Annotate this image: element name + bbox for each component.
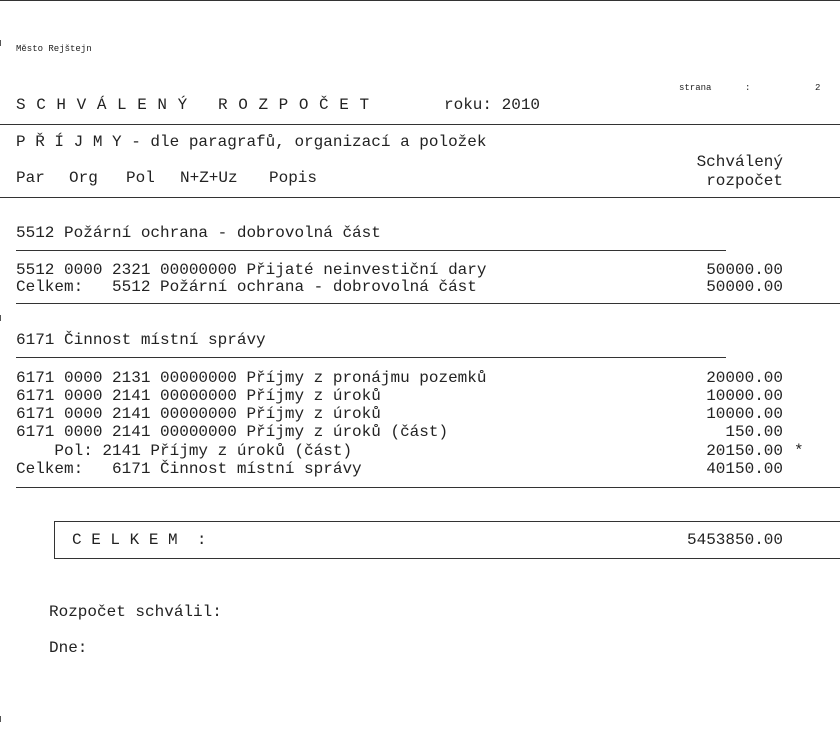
document-year: roku: 2010 bbox=[444, 96, 541, 114]
section-title: P Ř Í J M Y - dle paragrafů, organizací a položek bbox=[16, 133, 487, 151]
pol-summary-row: Pol: 2141 Příjmy z úroků (část) bbox=[16, 442, 353, 460]
group-underline-6171 bbox=[16, 357, 726, 358]
subtotal-amount: 40150.00 bbox=[706, 460, 783, 478]
row-amount: 150.00 bbox=[725, 423, 783, 441]
organization-name: Město Rejštejn bbox=[16, 44, 92, 54]
table-row: 6171 0000 2141 00000000 Příjmy z úroků bbox=[16, 387, 381, 405]
asterisk-mark: * bbox=[794, 442, 804, 460]
approved-by-label: Rozpočet schválil: bbox=[49, 603, 222, 621]
table-row: 6171 0000 2141 00000000 Příjmy z úroků (část) bbox=[16, 423, 449, 441]
subtotal-row: Celkem: 6171 Činnost místní správy bbox=[16, 460, 362, 478]
group-heading-6171: 6171 Činnost místní správy bbox=[16, 331, 266, 349]
left-edge-mark bbox=[0, 40, 1, 46]
column-org: Org bbox=[69, 169, 98, 187]
group-divider-5512 bbox=[16, 303, 840, 304]
page-number: 2 bbox=[815, 83, 821, 93]
row-amount: 50000.00 bbox=[706, 261, 783, 279]
subtotal-amount: 50000.00 bbox=[706, 278, 783, 296]
grand-total-label: C E L K E M : bbox=[72, 531, 207, 549]
group-underline-5512 bbox=[16, 250, 726, 251]
column-amount-line1: Schválený bbox=[696, 153, 783, 171]
table-row: 5512 0000 2321 00000000 Přijaté neinvestiční dary bbox=[16, 261, 487, 279]
group-heading-5512: 5512 Požární ochrana - dobrovolná část bbox=[16, 224, 381, 242]
row-amount: 10000.00 bbox=[706, 405, 783, 423]
document-title: S C H V Á L E N Ý R O Z P O Č E T bbox=[16, 96, 370, 114]
left-edge-mark bbox=[0, 716, 1, 722]
row-amount: 10000.00 bbox=[706, 387, 783, 405]
title-divider bbox=[0, 124, 840, 125]
column-nzuz: N+Z+Uz bbox=[180, 169, 238, 187]
grand-total-amount: 5453850.00 bbox=[686, 531, 783, 549]
header-divider bbox=[0, 197, 840, 198]
pol-summary-amount: 20150.00 bbox=[706, 442, 783, 460]
column-pol: Pol bbox=[126, 169, 155, 187]
page-separator: : bbox=[745, 83, 751, 93]
row-amount: 20000.00 bbox=[706, 369, 783, 387]
table-row: 6171 0000 2141 00000000 Příjmy z úroků bbox=[16, 405, 381, 423]
table-row: 6171 0000 2131 00000000 Příjmy z pronájmu pozemků bbox=[16, 369, 487, 387]
page-label: strana bbox=[679, 83, 712, 93]
column-par: Par bbox=[16, 169, 45, 187]
date-label: Dne: bbox=[49, 639, 88, 657]
group-divider-6171 bbox=[16, 487, 840, 488]
left-edge-mark bbox=[0, 315, 1, 321]
subtotal-row: Celkem: 5512 Požární ochrana - dobrovolná část bbox=[16, 278, 477, 296]
column-popis: Popis bbox=[269, 169, 318, 187]
top-border-line bbox=[0, 0, 840, 1]
column-amount-line2: rozpočet bbox=[706, 172, 783, 190]
